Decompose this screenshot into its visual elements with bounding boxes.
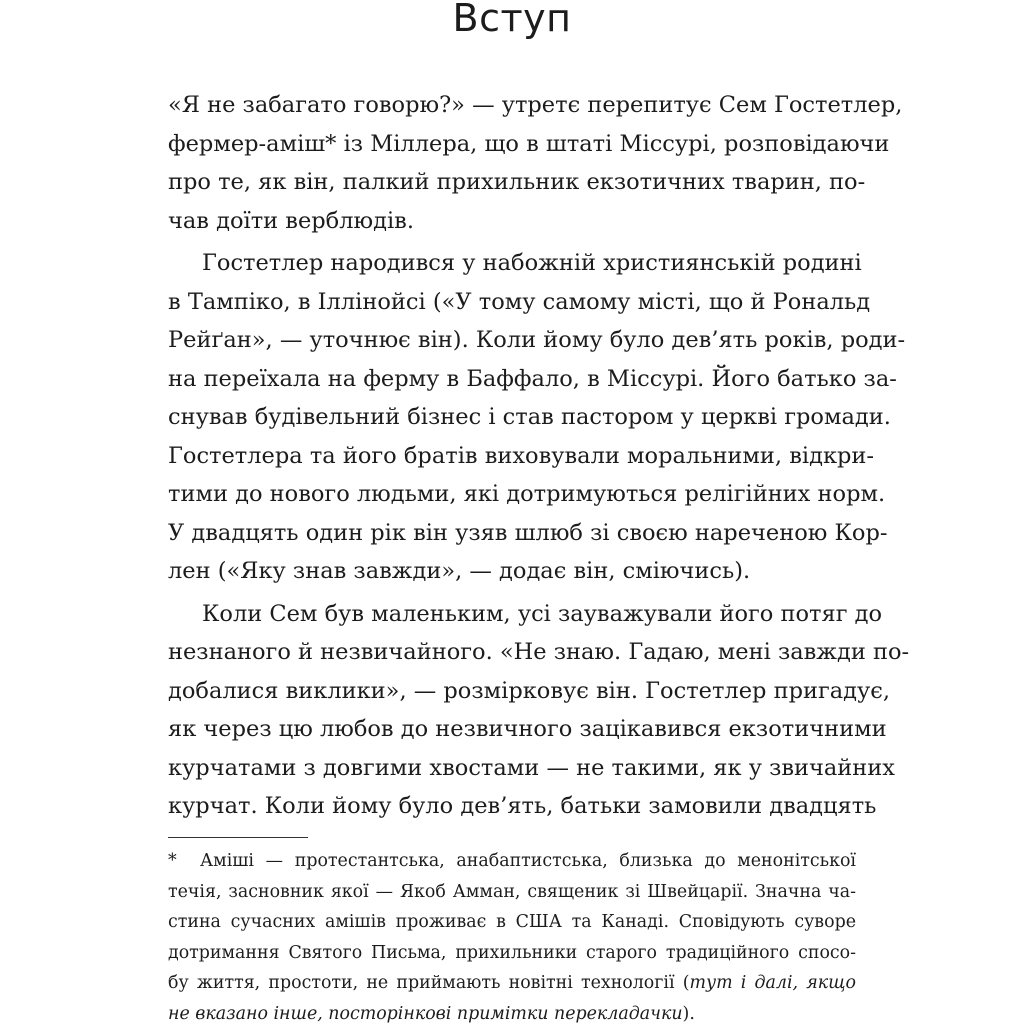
text-line: снував будівельний бізнес і став пастором у церкві громади.: [168, 398, 856, 437]
text-line: в Тампіко, в Іллінойсі («У тому самому місті, що й Рональд: [168, 283, 856, 322]
text-line: Гостетлера та його братів виховували моральними, відкри-: [168, 437, 856, 476]
text-line: Рейґан», — уточнює він). Коли йому було дев’ять років, роди-: [168, 321, 856, 360]
text-line: курчат. Коли йому було дев’ять, батьки замовили двадцять: [168, 787, 856, 826]
paragraph-3: [168, 595, 856, 826]
text-line: «Я не забагато говорю?» — утретє перепитує Сем Гостетлер,: [168, 86, 856, 125]
text-line: про те, як він, палкий прихильник екзотичних тварин, по-: [168, 163, 856, 202]
footnote-line: стина сучасних амішів проживає в США та Канаді. Сповідують суворе: [168, 907, 856, 938]
body-text: [168, 86, 856, 826]
text-line: добалися виклики», — розмірковує він. Гостетлер пригадує,: [168, 672, 856, 711]
footnote-line: не вказано інше, посторінкові примітки перекладачки).: [168, 999, 856, 1029]
footnote-divider: [168, 837, 308, 838]
text-line: лен («Яку знав завжди», — додає він, сміючись).: [168, 552, 856, 591]
footnote-italic-text: тут і далі, якщо: [689, 973, 856, 993]
chapter-title: Вступ: [0, 0, 1024, 42]
footnote-italic-text: не вказано інше, посторінкові примітки перекладачки: [168, 1004, 683, 1024]
text-line: Гостетлер народився у набожній християнській родині: [168, 244, 856, 283]
text-line: чав доїти верблюдів.: [168, 202, 856, 241]
text-line: тими до нового людьми, які дотримуються релігійних норм.: [168, 475, 856, 514]
paragraph-2: [168, 244, 856, 591]
paragraph-1: [168, 86, 856, 240]
text-line: курчатами з довгими хвостами — не такими, як у звичайних: [168, 749, 856, 788]
footnote-marker: *: [168, 846, 200, 877]
footnote-line: * Аміші — протестантська, анабаптистська, близька до менонітської: [168, 846, 856, 877]
text-line: фермер-аміш* із Міллера, що в штаті Міссурі, розповідаючи: [168, 125, 856, 164]
footnote-line: бу життя, простоти, не приймають новітні технології (тут і далі, якщо: [168, 968, 856, 999]
text-line: незнаного й незвичайного. «Не знаю. Гадаю, мені завжди по-: [168, 633, 856, 672]
text-line: на переїхала на ферму в Баффало, в Міссурі. Його батько за-: [168, 360, 856, 399]
text-line: як через цю любов до незвичного зацікавився екзотичними: [168, 710, 856, 749]
text-line: У двадцять один рік він узяв шлюб зі своєю нареченою Кор-: [168, 514, 856, 553]
footnote-line: течія, засновник якої — Якоб Амман, священик зі Швейцарії. Значна ча-: [168, 877, 856, 908]
text-line: Коли Сем був маленьким, усі зауважували його потяг до: [168, 595, 856, 634]
footnote-line: дотримання Святого Письма, прихильники старого традиційного спосо-: [168, 938, 856, 969]
footnote: [168, 846, 856, 1029]
